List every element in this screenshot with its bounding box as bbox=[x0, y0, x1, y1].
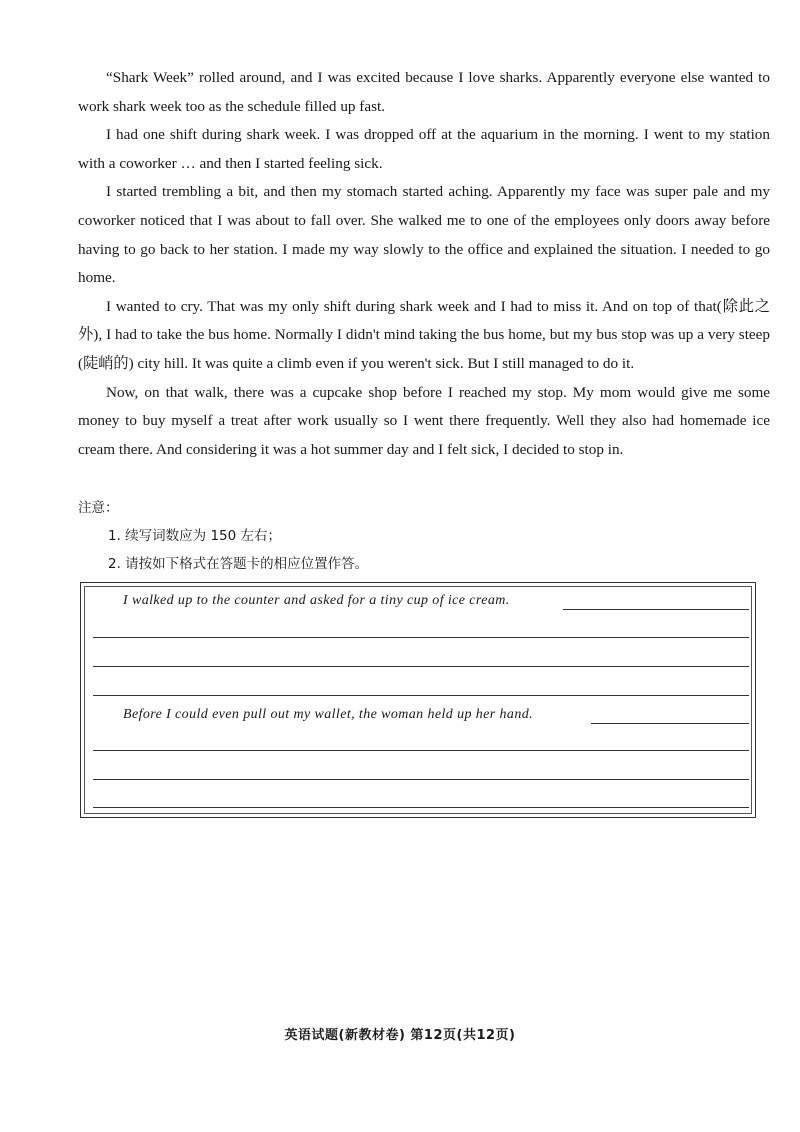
passage-paragraph: I wanted to cry. That was my only shift during shark week and I had to miss it. And on top of that(除此之外), I had to take the bus home. Normally I didn't mind taking the bus home, but my bus stop was up a very steep (陡峭的) city hill. It was quite a climb even if you weren't sick. But I still managed to do it. bbox=[78, 297, 770, 372]
answer-line bbox=[93, 807, 749, 808]
passage-paragraph: Now, on that walk, there was a cupcake shop before I reached my stop. My mom would give me some money to buy myself a treat after work usually so I went there frequently. Well they also had homemade ice cream there. And considering it was a hot summer day and I felt sick, I decided to stop in. bbox=[78, 383, 770, 458]
continuation-prompt-2: Before I could even pull out my wallet, the woman held up her hand. bbox=[123, 707, 534, 722]
story-passage bbox=[78, 64, 770, 464]
answer-line bbox=[93, 750, 749, 751]
answer-line bbox=[591, 723, 749, 724]
answer-line bbox=[93, 666, 749, 667]
passage-paragraph: I started trembling a bit, and then my stomach started aching. Apparently my face was super pale and my coworker noticed that I was about to fall over. She walked me to one of the employees only doors away before having to go back to her station. I made my way slowly to the office and explained the situation. I needed to go home. bbox=[78, 183, 770, 287]
answer-line bbox=[93, 779, 749, 780]
answer-line bbox=[563, 609, 749, 610]
answer-box bbox=[80, 582, 756, 818]
instruction-item: 2. 请按如下格式在答题卡的相应位置作答。 bbox=[108, 556, 369, 572]
continuation-prompt-1: I walked up to the counter and asked for a tiny cup of ice cream. bbox=[123, 593, 510, 608]
instruction-item: 1. 续写词数应为 150 左右； bbox=[108, 528, 282, 544]
answer-line bbox=[93, 695, 749, 696]
page-footer: 英语试题(新教材卷) 第12页(共12页) bbox=[284, 1028, 516, 1043]
instructions bbox=[78, 494, 770, 578]
answer-line bbox=[93, 637, 749, 638]
passage-paragraph: “Shark Week” rolled around, and I was excited because I love sharks. Apparently everyone else wanted to work shark week too as the schedule filled up fast. bbox=[78, 69, 770, 115]
instructions-title: 注意： bbox=[78, 500, 119, 516]
passage-paragraph: I had one shift during shark week. I was dropped off at the aquarium in the morning. I went to my station with a coworker … and then I started feeling sick. bbox=[78, 126, 770, 172]
